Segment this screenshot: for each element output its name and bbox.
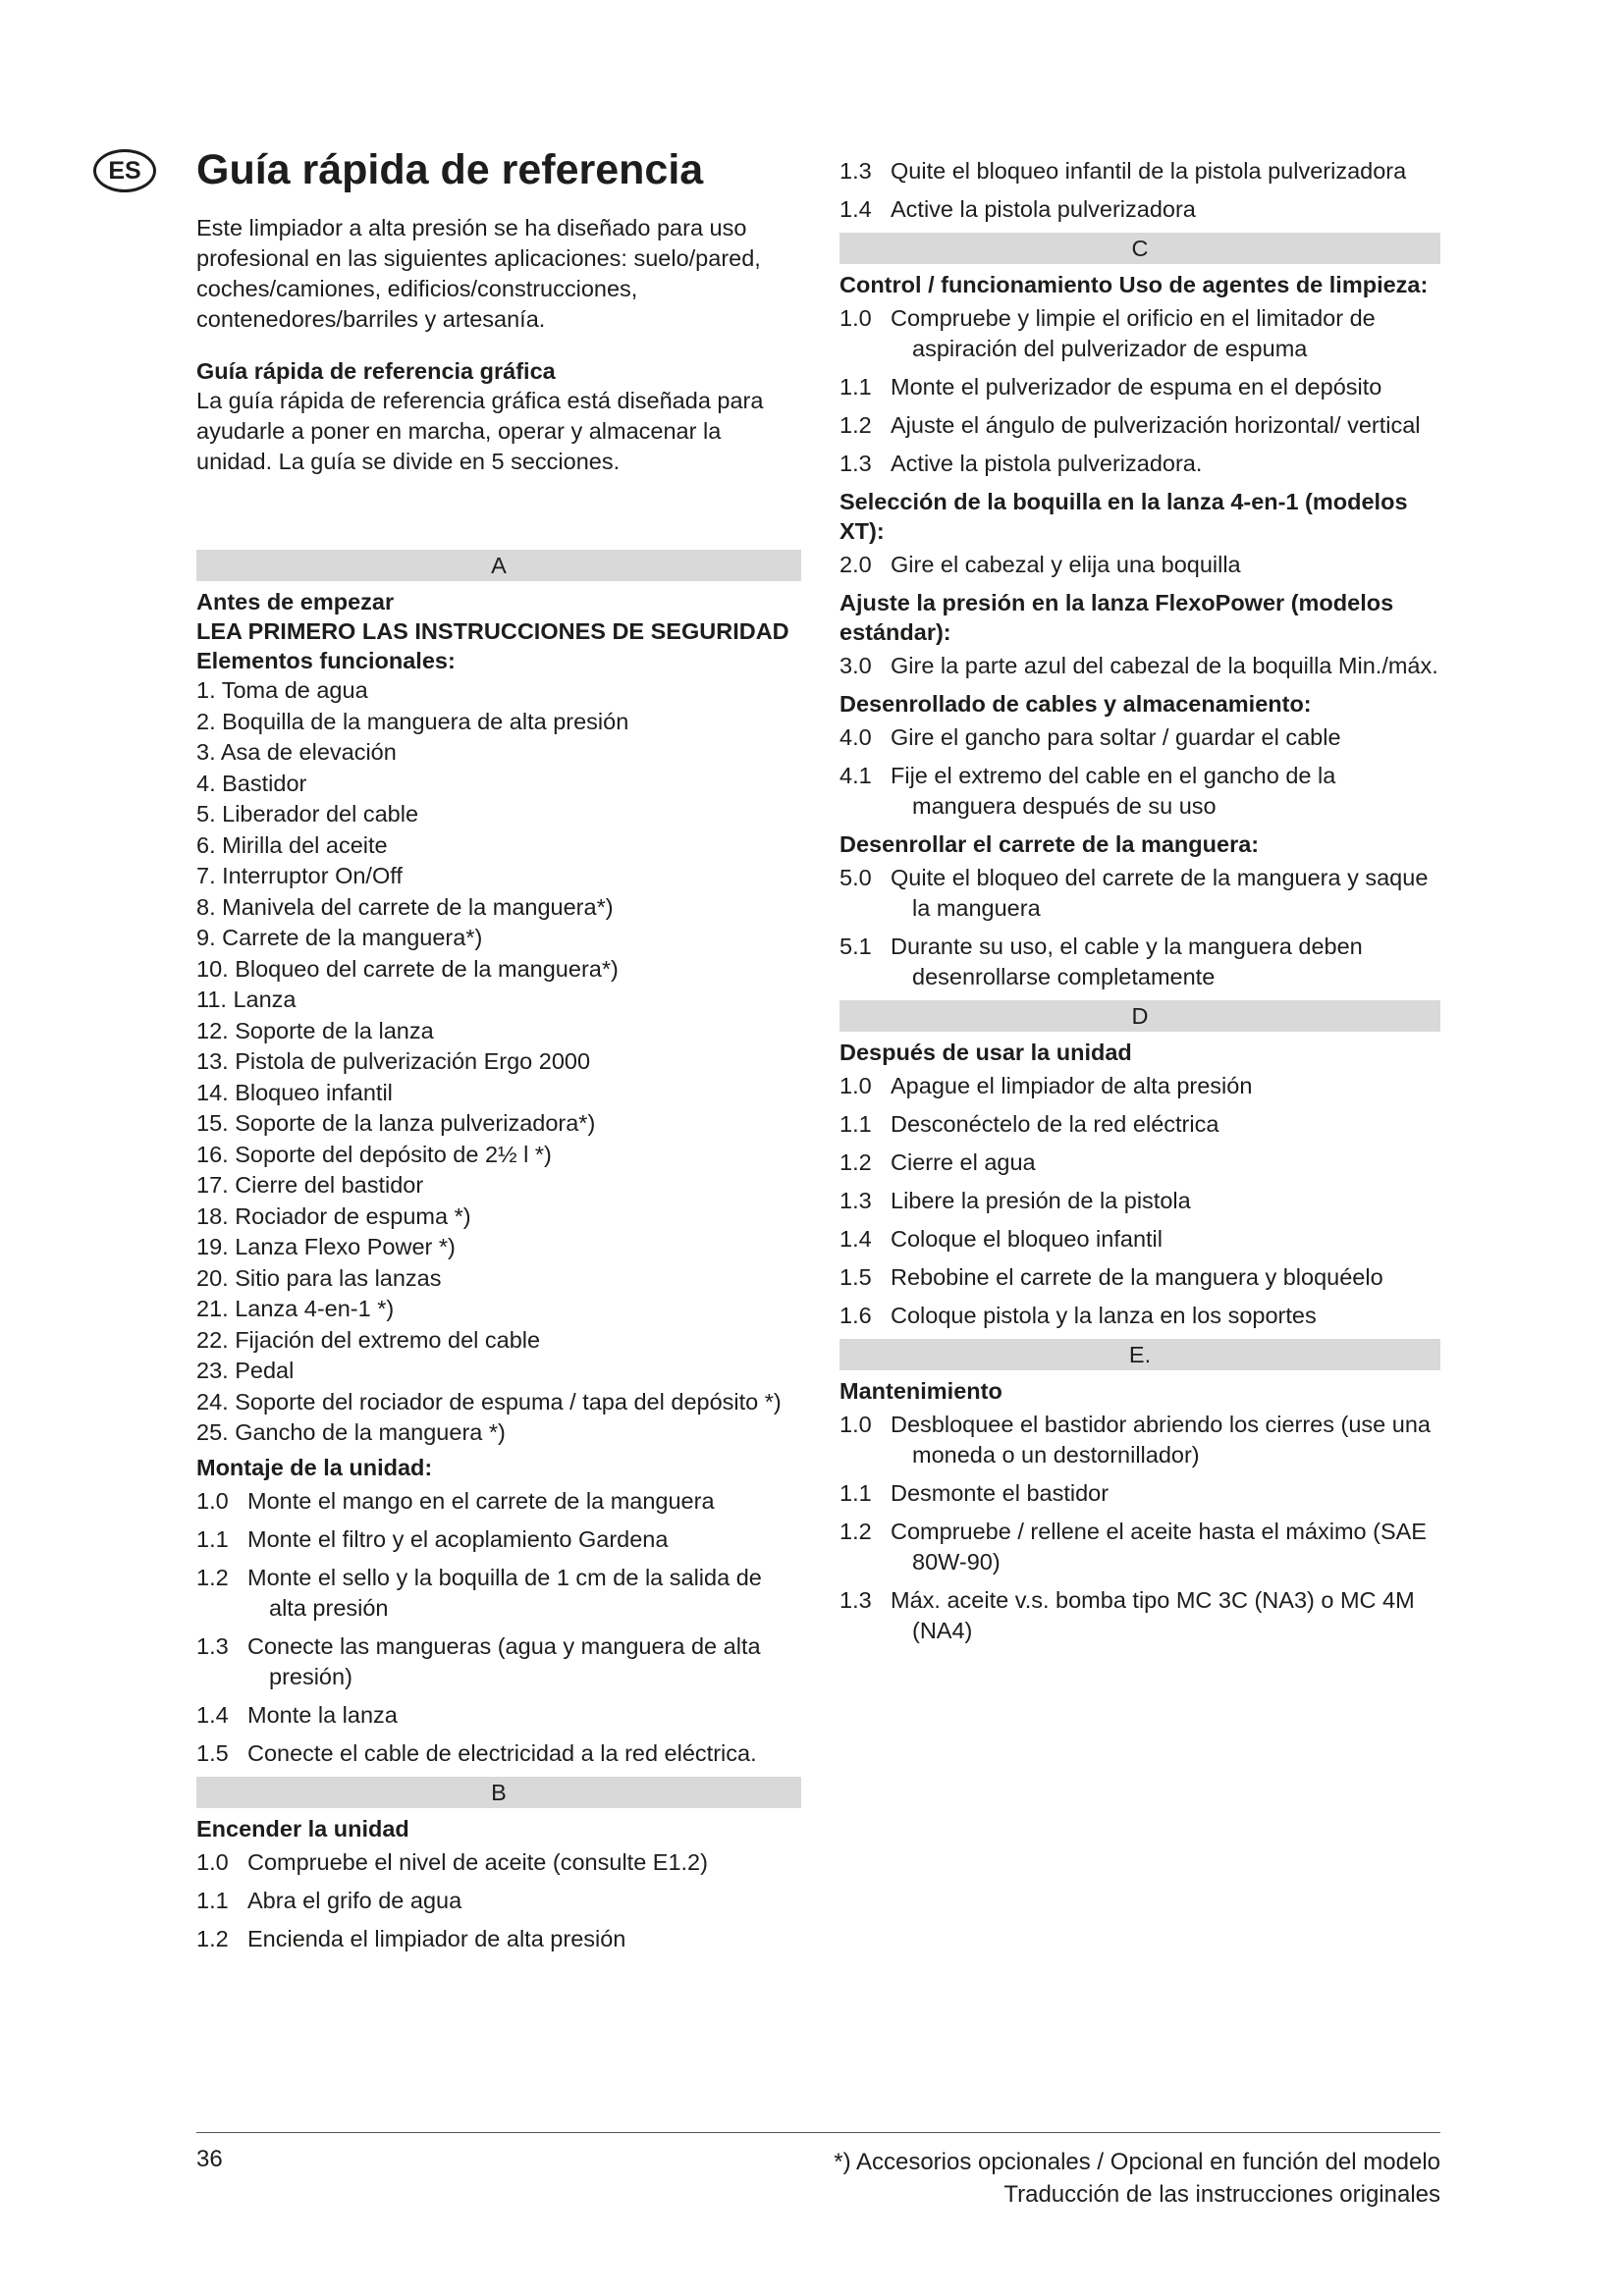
list-item: 12. Soporte de la lanza [196,1017,434,1043]
step-text: Rebobine el carrete de la manguera y bloquéelo [891,1264,1383,1290]
step-text: Compruebe / rellene el aceite hasta el máximo (SAE 80W-90) [891,1519,1427,1575]
list-item [196,1924,801,1954]
list-item [839,156,1440,187]
elements-list [196,675,801,1449]
list-item: 15. Soporte de la lanza pulverizadora*) [196,1110,596,1137]
step-number: 1.5 [839,1264,872,1290]
list-item: 9. Carrete de la manguera*) [196,925,483,951]
list-item: 3. Asa de elevación [196,739,397,766]
page-title: Guía rápida de referencia [196,146,704,193]
language-badge: ES [93,149,156,192]
section-d-bar: D [839,1000,1440,1032]
step-number: 1.3 [839,158,872,184]
list-item [839,863,1440,924]
list-item [196,1886,801,1916]
step-text: Quite el bloqueo infantil de la pistola pulverizadora [891,158,1407,184]
step-text: Libere la presión de la pistola [891,1188,1191,1213]
step-text: Quite el bloqueo del carrete de la manguera y saque la manguera [891,865,1429,921]
section-e-steps [839,1410,1440,1646]
step-number: 1.2 [196,1564,229,1590]
list-item [839,550,1440,580]
step-number: 1.4 [196,1701,229,1728]
list-item [839,1478,1440,1509]
list-item: 14. Bloqueo infantil [196,1079,393,1105]
list-item [839,1517,1440,1577]
step-number: 1.0 [196,1487,229,1514]
list-item: 18. Rociador de espuma *) [196,1202,471,1229]
list-item [839,1585,1440,1646]
step-number: 5.1 [839,934,872,959]
list-item [196,1738,801,1769]
cable-steps [839,722,1440,822]
list-item: 17. Cierre del bastidor [196,1172,424,1199]
section-d-heading: Después de usar la unidad [839,1040,1132,1065]
step-number: 2.0 [839,552,872,577]
list-item [839,1186,1440,1216]
section-a-heading: Antes de empezar [196,589,395,615]
section-b-steps-continued [839,156,1440,225]
list-item: 2. Boquilla de la manguera de alta presión [196,708,629,734]
list-item [839,303,1440,364]
list-item [839,932,1440,992]
nozzle-steps [839,550,1440,580]
step-number: 1.6 [839,1303,872,1328]
step-text: Desbloquee el bastidor abriendo los cierres (use una moneda o un destornillador) [891,1412,1431,1468]
list-item [839,372,1440,402]
step-number: 4.0 [839,724,872,750]
list-item [839,761,1440,822]
list-item [196,1700,801,1731]
step-text: Compruebe y limpie el orificio en el limitador de aspiración del pulverizador de espuma [891,305,1376,361]
section-b-bar: B [196,1777,801,1808]
list-item [839,1071,1440,1101]
step-text: Encienda el limpiador de alta presión [247,1925,626,1951]
step-number: 1.2 [839,1149,872,1175]
list-item [196,1524,801,1555]
list-item [196,1631,801,1692]
step-text: Compruebe el nivel de aceite (consulte E1.2) [247,1848,708,1875]
step-number: 4.1 [839,763,872,788]
list-item: 23. Pedal [196,1358,295,1384]
step-text: Abra el grifo de agua [247,1887,462,1913]
list-item [839,1224,1440,1255]
list-item: 24. Soporte del rociador de espuma / tapa del depósito *) [196,1388,782,1415]
step-text: Gire el cabezal y elija una boquilla [891,552,1241,577]
footer-divider [196,2132,1440,2133]
list-item: 1. Toma de agua [196,677,368,704]
list-item: 22. Fijación del extremo del cable [196,1326,541,1353]
step-text: Conecte el cable de electricidad a la red eléctrica. [247,1739,757,1766]
section-c-heading: Control / funcionamiento Uso de agentes de limpieza: [839,272,1429,297]
list-item [839,1301,1440,1331]
step-text: Conecte las mangueras (agua y manguera de alta presión) [247,1632,761,1689]
footer-translation-note: Traducción de las instrucciones originales [1003,2181,1440,2208]
step-number: 1.3 [839,1587,872,1613]
assembly-heading: Montaje de la unidad: [196,1454,433,1480]
step-number: 1.1 [839,1111,872,1137]
section-c-bar: C [839,233,1440,264]
list-item: 11. Lanza [196,987,297,1013]
section-d-steps [839,1071,1440,1331]
step-number: 1.2 [839,1519,872,1544]
step-text: Gire la parte azul del cabezal de la boquilla Min./máx. [891,653,1438,678]
step-number: 1.2 [196,1925,229,1951]
list-item: 16. Soporte del depósito de 2½ l *) [196,1141,552,1167]
graphic-guide-text: La guía rápida de referencia gráfica está diseñada para ayudarle a poner en marcha, operar y almacenar la unidad. La guía se divide en 5 secciones. [196,388,764,475]
list-item: 5. Liberador del cable [196,801,419,828]
step-number: 1.0 [839,1412,872,1437]
list-item: 10. Bloqueo del carrete de la manguera*) [196,955,619,982]
list-item: 20. Sitio para las lanzas [196,1264,442,1291]
step-number: 1.2 [839,412,872,438]
step-text: Máx. aceite v.s. bomba tipo MC 3C (NA3) o MC 4M (NA4) [891,1587,1415,1643]
list-item: 21. Lanza 4-en-1 *) [196,1296,395,1322]
step-number: 1.4 [839,196,872,222]
step-text: Coloque pistola y la lanza en los soportes [891,1303,1317,1328]
step-text: Monte el sello y la boquilla de 1 cm de la salida de alta presión [247,1564,762,1621]
section-e-bar: E. [839,1339,1440,1370]
step-text: Monte el pulverizador de espuma en el depósito [891,374,1382,400]
safety-heading: LEA PRIMERO LAS INSTRUCCIONES DE SEGURIDAD [196,618,789,645]
list-item: 6. Mirilla del aceite [196,831,388,858]
step-number: 5.0 [839,865,872,890]
step-text: Desconéctelo de la red eléctrica [891,1111,1219,1137]
graphic-guide-heading: Guía rápida de referencia gráfica [196,358,556,385]
section-b-heading: Encender la unidad [196,1815,409,1842]
reel-heading: Desenrollar el carrete de la manguera: [839,831,1260,857]
section-c-steps [839,303,1440,479]
list-item [839,194,1440,225]
list-item [839,1410,1440,1470]
cable-heading: Desenrollado de cables y almacenamiento: [839,691,1312,717]
step-text: Active la pistola pulverizadora [891,196,1196,222]
list-item [839,1109,1440,1140]
pressure-heading: Ajuste la presión en la lanza FlexoPower (modelos estándar): [839,590,1394,645]
step-text: Fije el extremo del cable en el gancho de la manguera después de su uso [891,763,1336,819]
list-item: 8. Manivela del carrete de la manguera*) [196,893,614,920]
step-text: Apague el limpiador de alta presión [891,1073,1253,1098]
step-number: 1.1 [196,1887,229,1913]
list-item [839,651,1440,681]
step-text: Monte el filtro y el acoplamiento Gardena [247,1525,669,1552]
list-item [196,1847,801,1878]
step-text: Ajuste el ángulo de pulverización horizontal/ vertical [891,412,1421,438]
footer-notes [834,2146,1440,2211]
list-item [839,722,1440,753]
list-item: 4. Bastidor [196,770,307,796]
list-item [196,1563,801,1624]
step-number: 1.5 [196,1739,229,1766]
list-item [839,1148,1440,1178]
step-text: Monte la lanza [247,1701,398,1728]
page-number: 36 [196,2146,223,2172]
step-number: 1.3 [196,1632,229,1659]
step-text: Active la pistola pulverizadora. [891,451,1203,476]
step-number: 1.4 [839,1226,872,1252]
step-number: 1.0 [839,1073,872,1098]
list-item: 7. Interruptor On/Off [196,863,403,889]
left-column [196,147,801,1962]
elements-heading: Elementos funcionales: [196,648,456,674]
list-item: 25. Gancho de la manguera *) [196,1419,506,1446]
step-text: Coloque el bloqueo infantil [891,1226,1163,1252]
intro-text: Este limpiador a alta presión se ha diseñado para uso profesional en las siguientes aplicaciones: suelo/pared, coches/camiones, edificios/construcciones, contenedores/barriles y artesanía. [196,215,761,333]
list-item [839,1262,1440,1293]
step-number: 1.0 [196,1848,229,1875]
list-item [196,1486,801,1517]
section-e-heading: Mantenimiento [839,1378,1002,1404]
step-number: 3.0 [839,653,872,678]
step-number: 1.1 [839,1480,872,1506]
step-number: 1.0 [839,305,872,331]
step-text: Desmonte el bastidor [891,1480,1110,1506]
step-text: Cierre el agua [891,1149,1036,1175]
step-number: 1.1 [839,374,872,400]
step-number: 1.3 [839,451,872,476]
section-b-steps [196,1847,801,1954]
step-text: Monte el mango en el carrete de la manguera [247,1487,715,1514]
footer-optional-note: *) Accesorios opcionales / Opcional en función del modelo [834,2149,1440,2175]
list-item: 19. Lanza Flexo Power *) [196,1234,456,1260]
list-item: 13. Pistola de pulverización Ergo 2000 [196,1048,591,1075]
pressure-steps [839,651,1440,681]
step-number: 1.3 [839,1188,872,1213]
list-item [839,410,1440,441]
step-text: Gire el gancho para soltar / guardar el cable [891,724,1341,750]
assembly-steps [196,1486,801,1769]
nozzle-heading: Selección de la boquilla en la lanza 4-en-1 (modelos XT): [839,489,1408,544]
step-text: Durante su uso, el cable y la manguera deben desenrollarse completamente [891,934,1363,989]
reel-steps [839,863,1440,992]
right-column [839,152,1440,1654]
section-a-bar: A [196,550,801,581]
step-number: 1.1 [196,1525,229,1552]
list-item [839,449,1440,479]
